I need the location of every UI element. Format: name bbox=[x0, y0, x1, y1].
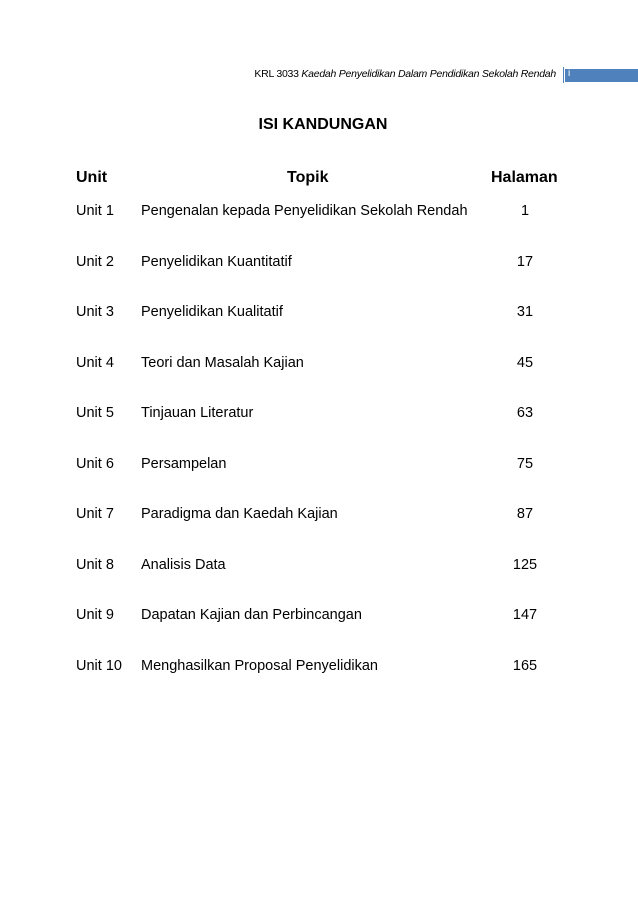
toc-topic-title: Tinjauan Literatur bbox=[141, 405, 254, 421]
course-title: Kaedah Penyelidikan Dalam Pendidikan Sekolah Rendah bbox=[301, 68, 556, 80]
toc-page-number: 147 bbox=[512, 607, 538, 623]
toc-page-number: 31 bbox=[516, 304, 534, 320]
toc-unit-label: Unit 10 bbox=[76, 658, 122, 674]
page-number: i bbox=[568, 68, 571, 79]
toc-page-number: 165 bbox=[512, 658, 538, 674]
toc-entry[interactable] bbox=[0, 557, 638, 577]
toc-unit-label: Unit 6 bbox=[76, 456, 114, 472]
toc-topic-title: Penyelidikan Kualitatif bbox=[141, 304, 283, 320]
toc-entry[interactable] bbox=[0, 254, 638, 274]
toc-topic-title: Pengenalan kepada Penyelidikan Sekolah Rendah bbox=[141, 203, 468, 219]
toc-unit-label: Unit 3 bbox=[76, 304, 114, 320]
header-accent-bar bbox=[565, 69, 638, 82]
page-header bbox=[0, 67, 638, 85]
toc-entry[interactable] bbox=[0, 203, 638, 223]
toc-entry[interactable] bbox=[0, 304, 638, 324]
toc-entry[interactable] bbox=[0, 355, 638, 375]
toc-unit-label: Unit 8 bbox=[76, 557, 114, 573]
toc-unit-label: Unit 2 bbox=[76, 254, 114, 270]
toc-topic-title: Menghasilkan Proposal Penyelidikan bbox=[141, 658, 378, 674]
toc-unit-label: Unit 9 bbox=[76, 607, 114, 623]
toc-unit-label: Unit 4 bbox=[76, 355, 114, 371]
toc-page-number: 75 bbox=[516, 456, 534, 472]
toc-entry[interactable] bbox=[0, 607, 638, 627]
toc-topic-title: Persampelan bbox=[141, 456, 227, 472]
toc-unit-label: Unit 5 bbox=[76, 405, 114, 421]
column-header-unit: Unit bbox=[76, 169, 108, 186]
header-divider bbox=[563, 67, 564, 83]
toc-topic-title: Paradigma dan Kaedah Kajian bbox=[141, 506, 338, 522]
toc-topic-title: Dapatan Kajian dan Perbincangan bbox=[141, 607, 362, 623]
toc-page-number: 17 bbox=[516, 254, 534, 270]
course-code: KRL 3033 bbox=[254, 68, 299, 80]
toc-topic-title: Teori dan Masalah Kajian bbox=[141, 355, 304, 371]
running-header bbox=[254, 68, 556, 80]
column-header-topic: Topik bbox=[287, 169, 329, 186]
toc-entry[interactable] bbox=[0, 456, 638, 476]
toc-unit-label: Unit 1 bbox=[76, 203, 114, 219]
toc-unit-label: Unit 7 bbox=[76, 506, 114, 522]
toc-page-number: 87 bbox=[516, 506, 534, 522]
toc-page-number: 125 bbox=[512, 557, 538, 573]
toc-entry[interactable] bbox=[0, 506, 638, 526]
column-header-page: Halaman bbox=[491, 169, 558, 186]
toc-page-number: 1 bbox=[520, 203, 530, 219]
toc-page-number: 63 bbox=[516, 405, 534, 421]
toc-entry[interactable] bbox=[0, 405, 638, 425]
page-title: ISI KANDUNGAN bbox=[258, 116, 388, 133]
toc-topic-title: Analisis Data bbox=[141, 557, 226, 573]
toc-page-number: 45 bbox=[516, 355, 534, 371]
toc-topic-title: Penyelidikan Kuantitatif bbox=[141, 254, 292, 270]
toc-entry[interactable] bbox=[0, 658, 638, 678]
